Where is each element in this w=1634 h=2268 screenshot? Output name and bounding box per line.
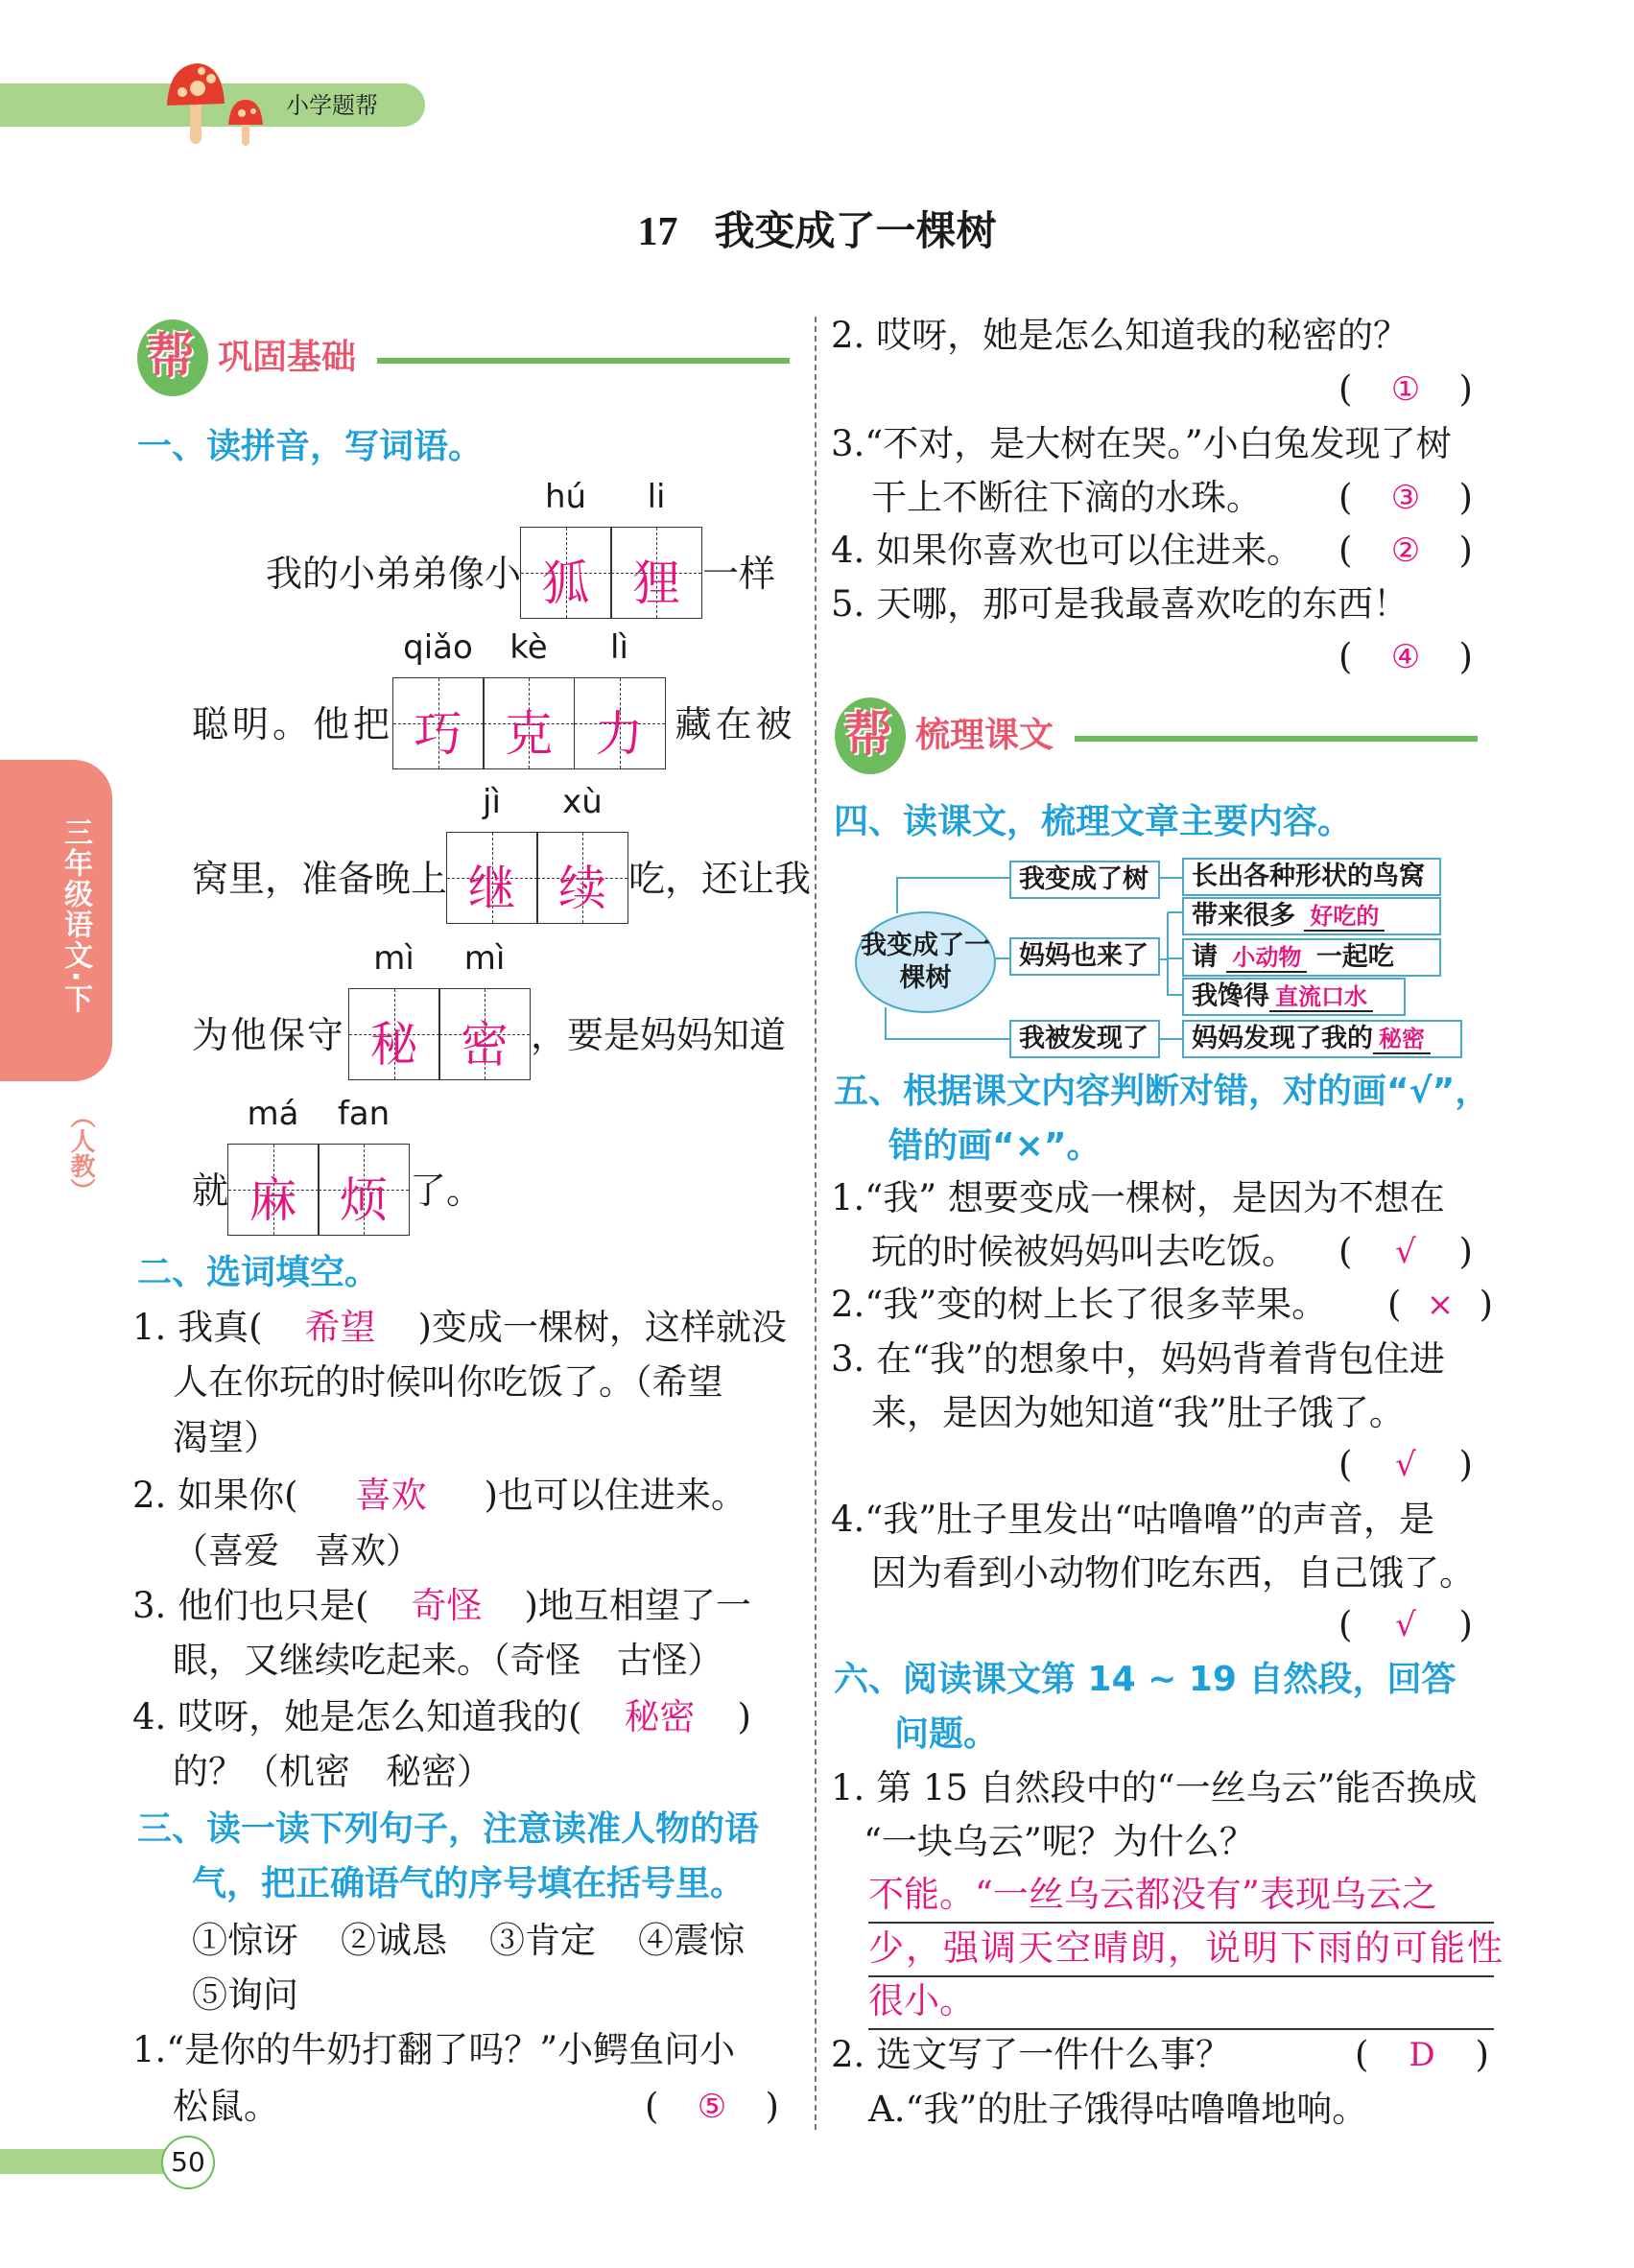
answer: 希望 — [304, 1307, 376, 1348]
q2-item-4 — [132, 1690, 751, 1744]
text: 3.“不对，是大树在哭。”小白兔发现了树 — [831, 423, 1452, 464]
answer-char: 密 — [461, 1017, 509, 1073]
text: 干上不断往下滴的水珠。 — [871, 477, 1262, 518]
option: ⑤询问 — [192, 1974, 298, 2016]
answer: ③ — [1390, 479, 1421, 517]
answer-char: 狐 — [541, 555, 590, 611]
diagram-center: 我变成了一棵树 — [855, 911, 996, 1013]
paren: ) — [1458, 530, 1473, 571]
text: 我馋得 — [1192, 981, 1269, 1011]
answer-char: 麻 — [249, 1172, 297, 1228]
answer: ⑤ — [697, 2088, 727, 2126]
answer: D — [1409, 2036, 1435, 2074]
q5-heading: 错的画“×”。 — [888, 1126, 1101, 1166]
answer: 奇怪 — [411, 1585, 483, 1626]
q4-heading: 四、读课文，梳理文章主要内容。 — [834, 802, 1353, 841]
answer-char: 狸 — [632, 555, 681, 611]
paren: ( — [1387, 1284, 1402, 1325]
option: ②诚恳 — [341, 1920, 447, 1961]
option: ①惊讶 — [192, 1920, 298, 1961]
paren: ( — [1338, 530, 1353, 571]
section-title: 梳理课文 — [915, 716, 1054, 755]
pinyin-row — [192, 1095, 484, 1236]
answer-line: 很小。 — [868, 1974, 1494, 2030]
text: （喜爱 喜欢） — [173, 1530, 421, 1571]
answer: × — [1426, 1286, 1455, 1324]
answer: 好吃的 — [1304, 903, 1385, 932]
row-text: 藏在被 — [675, 703, 796, 745]
answer-paren — [1387, 1278, 1493, 1332]
text: 一起吃 — [1315, 942, 1394, 972]
answer: 直流口水 — [1269, 983, 1373, 1012]
row-text: 一样 — [702, 553, 776, 595]
section-title: 巩固基础 — [218, 338, 357, 377]
lesson-title: 我变成了一棵树 — [714, 207, 997, 254]
paren: ) — [1458, 368, 1473, 410]
answer: 秘密 — [624, 1696, 696, 1737]
answer-char: 烦 — [340, 1172, 388, 1228]
q1-heading: 一、读拼音，写词语。 — [137, 427, 484, 466]
text: )变成一棵树，这样就没 — [417, 1307, 787, 1348]
answer: 小动物 — [1226, 944, 1307, 973]
pinyin: mì — [463, 939, 506, 978]
paren: ( — [1338, 368, 1353, 410]
branch-box: 我被发现了 — [1009, 1020, 1160, 1058]
paren: ) — [1475, 2034, 1489, 2075]
pinyin: fan — [337, 1095, 391, 1133]
q2-heading: 二、选词填空。 — [137, 1253, 380, 1292]
text: 1.“是你的牛奶打翻了吗？”小鳄鱼问小 — [132, 2029, 736, 2070]
lesson-number: 17 — [637, 210, 678, 254]
text: 玩的时候被妈妈叫去吃饭。 — [871, 1231, 1297, 1272]
text: 眼，又继续吃起来。（奇怪 古怪） — [173, 1640, 723, 1681]
answer: 喜欢 — [355, 1475, 427, 1516]
q3-heading: 三、读一读下列句子，注意读准人物的语 — [137, 1809, 760, 1849]
answer: 秘密 — [1373, 1026, 1431, 1054]
q2-item-2 — [132, 1469, 746, 1523]
q2-item-3 — [132, 1579, 751, 1633]
char-box[interactable] — [227, 1095, 320, 1236]
paren: ) — [1458, 1604, 1473, 1645]
text: 4. 如果你喜欢也可以住进来。 — [831, 530, 1303, 571]
option: ③肯定 — [489, 1920, 596, 1961]
answer-line: 少，强调天空晴朗，说明下雨的可能性 — [868, 1922, 1494, 1977]
pinyin: kè — [509, 628, 548, 667]
option-a: A.“我”的肚子饿得咕噜噜地响。 — [868, 2089, 1368, 2130]
text: 1.“我” 想要变成一棵树，是因为不想在 — [831, 1177, 1445, 1218]
leaf-box — [1182, 1020, 1462, 1058]
branch-box: 我变成了树 — [1009, 861, 1160, 899]
paren: ( — [1338, 1231, 1353, 1272]
text: 来，是因为她知道“我”肚子饿了。 — [871, 1392, 1405, 1433]
text: 3. 在“我”的想象中，妈妈背着背包住进 — [831, 1338, 1445, 1380]
text: 2. 如果你( — [132, 1475, 298, 1516]
paren: ( — [1338, 477, 1353, 518]
q3-heading: 气，把正确语气的序号填在括号里。 — [192, 1864, 746, 1903]
row-text: 就 — [192, 1169, 229, 1212]
bang-logo: 帮 — [147, 328, 195, 384]
pinyin: li — [647, 478, 666, 516]
paren: ) — [765, 2086, 779, 2127]
text: 松鼠。 — [173, 2086, 279, 2127]
answer: ① — [1390, 370, 1421, 409]
text: 5. 天哪，那可是我最喜欢吃的东西！ — [831, 583, 1409, 625]
leaf-box — [1182, 858, 1441, 896]
answer: √ — [1395, 1446, 1416, 1484]
text: 2. 选文写了一件什么事？ — [831, 2034, 1232, 2075]
row-text: 我的小弟弟像小 — [266, 553, 522, 595]
text: 2.“我”变的树上长了很多苹果。 — [831, 1284, 1328, 1325]
leaf-box — [1182, 938, 1441, 977]
paren: ( — [1338, 636, 1353, 677]
pinyin: mì — [373, 939, 414, 978]
paren: ( — [1355, 2034, 1369, 2075]
text: ) — [737, 1696, 751, 1737]
text: 1. 第 15 自然段中的“一丝乌云”能否换成 — [831, 1767, 1478, 1808]
text: 渴望） — [173, 1417, 279, 1458]
text: )地互相望了一 — [524, 1585, 751, 1626]
answer-char: 巧 — [414, 706, 462, 762]
pinyin: xù — [562, 783, 603, 821]
answer-paren — [1338, 1438, 1473, 1492]
pinyin: qiǎo — [403, 628, 473, 667]
text: 请 — [1192, 942, 1218, 972]
paren: ( — [1338, 1604, 1353, 1645]
text: 1. 我真( — [132, 1307, 263, 1348]
answer-char: 继 — [467, 861, 516, 916]
text: 因为看到小动物们吃东西，自己饿了。 — [871, 1552, 1475, 1594]
q5-heading: 五、根据课文内容判断对错，对的画“√”， — [834, 1072, 1490, 1111]
page-number: 50 — [161, 2136, 215, 2189]
row-text: 为他保守 — [192, 1014, 346, 1056]
answer-char: 力 — [595, 706, 644, 762]
text: 3. 他们也只是( — [132, 1585, 369, 1626]
text: 的？（机密 秘密） — [173, 1751, 492, 1792]
edition-label: （人教） — [66, 1103, 95, 1203]
answer-paren — [1355, 2028, 1489, 2082]
row-text: 窝里，准备晚上 — [192, 858, 448, 900]
paren: ) — [1458, 636, 1473, 677]
text: 4. 哎呀，她是怎么知道我的( — [132, 1696, 582, 1737]
paren: ) — [1458, 1231, 1473, 1272]
pinyin: má — [247, 1095, 299, 1133]
paren: ( — [645, 2086, 659, 2127]
text: 4.“我”肚子里发出“咕噜噜”的声音，是 — [831, 1499, 1434, 1540]
q6-heading: 问题。 — [894, 1714, 999, 1754]
text: 2. 哎呀，她是怎么知道我的秘密的？ — [831, 315, 1409, 356]
paren: ) — [1479, 1284, 1493, 1325]
pinyin: lì — [610, 628, 628, 667]
answer-char: 克 — [505, 706, 553, 762]
leaf-box — [1182, 978, 1406, 1016]
row-text: 聪明。他把 — [192, 703, 394, 745]
answer: √ — [1395, 1606, 1416, 1644]
paren: ) — [1458, 1444, 1473, 1485]
answer-paren — [645, 2080, 779, 2134]
row-text: 了。 — [410, 1169, 484, 1212]
row-text: 吃，还让我 — [628, 858, 812, 900]
text: 人在你玩的时候叫你吃饭了。（希望 — [173, 1361, 723, 1403]
answer-paren — [1338, 1598, 1473, 1652]
answer-paren — [1338, 1225, 1473, 1279]
paren: ( — [1338, 1444, 1353, 1485]
brand-label: 小学题帮 — [286, 92, 378, 119]
row-text: ，要是妈妈知道 — [531, 1014, 787, 1056]
tone-options — [192, 1914, 745, 1968]
answer-char: 秘 — [369, 1017, 418, 1073]
pinyin: hú — [544, 478, 587, 516]
branch-box: 妈妈也来了 — [1009, 937, 1160, 976]
q6-heading: 六、阅读课文第 14 ~ 19 自然段，回答 — [834, 1660, 1456, 1699]
answer-line: 不能。“一丝乌云都没有”表现乌云之 — [868, 1868, 1494, 1924]
bang-logo: 帮 — [844, 706, 892, 762]
answer-char: 续 — [558, 861, 606, 916]
answer: ② — [1390, 532, 1421, 570]
text: 长出各种形状的鸟窝 — [1192, 862, 1425, 891]
pinyin: jì — [483, 783, 501, 821]
paren: ) — [1458, 477, 1473, 518]
q2-item-1 — [132, 1301, 787, 1355]
text: “一块乌云”呢？为什么？ — [864, 1821, 1255, 1862]
grade-label: 三年级语文·下 — [59, 817, 92, 1015]
leaf-box — [1182, 897, 1441, 935]
char-box[interactable] — [318, 1095, 410, 1236]
text: )也可以住进来。 — [484, 1475, 746, 1516]
answer: ④ — [1390, 638, 1421, 676]
text: 带来很多 — [1192, 901, 1295, 931]
text: 妈妈发现了我的 — [1192, 1024, 1373, 1053]
answer: √ — [1395, 1233, 1416, 1271]
option: ④震惊 — [638, 1920, 745, 1961]
